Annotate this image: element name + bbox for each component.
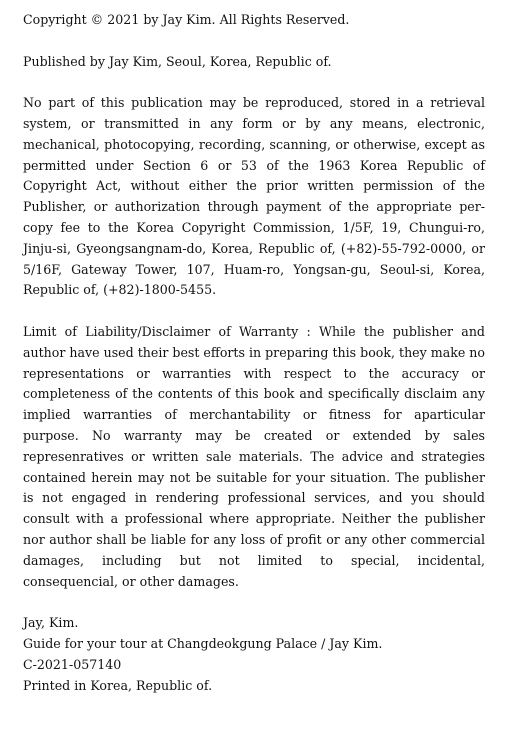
spacer: [23, 301, 485, 322]
printed-in-line: Printed in Korea, Republic of.: [23, 677, 213, 693]
spacer: [23, 72, 485, 93]
copyright-page: [23, 10, 485, 696]
spacer: [23, 31, 485, 52]
disclaimer-paragraph: Limit of Liability/Disclaimer of Warranty : While the publisher and author have used their best efforts in preparing this book, they make no representations or warranties with respect to the accuracy or completeness of the contents of this book and specifically disclaim any implied warranties of merchantability or fitness for aparticular purpose. No warranty may be created or extended by sales represenratives or written sale materials. The advice and strategies contained herein may not be suitable for your situation. The publisher is not engaged in rendering professional services, and you should consult with a professional where appropriate. Neither the publisher nor author shall be liable for any loss of profit or any other commercial damages, including but not limited to special, incidental, consequencial, or other damages.: [23, 323, 485, 589]
rights-paragraph: No part of this publication may be reproduced, stored in a retrieval system, or transmitted in any form or by any means, electronic, mechanical, photocopying, recording, scanning, or otherwise, except as permitted under Section 6 or 53 of the 1963 Korea Republic of Copyright Act, without either the prior written permission of the Publisher, or authorization through payment of the appropriate per-copy fee to the Korea Copyright Commission, 1/5F, 19, Chungui-ro, Jinju-si, Gyeongsangnam-do, Korea, Republic of, (+82)-55-792-0000, or 5/16F, Gateway Tower, 107, Huam-ro, Yongsan-gu, Seoul-si, Korea, Republic of, (+82)-1800-5455.: [23, 95, 485, 298]
catalog-title: Guide for your tour at Changdeokgung Palace / Jay Kim.: [23, 635, 383, 651]
publisher-line: Published by Jay Kim, Seoul, Korea, Republic of.: [23, 53, 332, 69]
catalog-code: C-2021-057140: [23, 656, 122, 672]
copyright-notice: Copyright © 2021 by Jay Kim. All Rights Reserved.: [23, 12, 350, 27]
catalog-author: Jay, Kim.: [23, 615, 79, 631]
spacer: [23, 592, 485, 613]
